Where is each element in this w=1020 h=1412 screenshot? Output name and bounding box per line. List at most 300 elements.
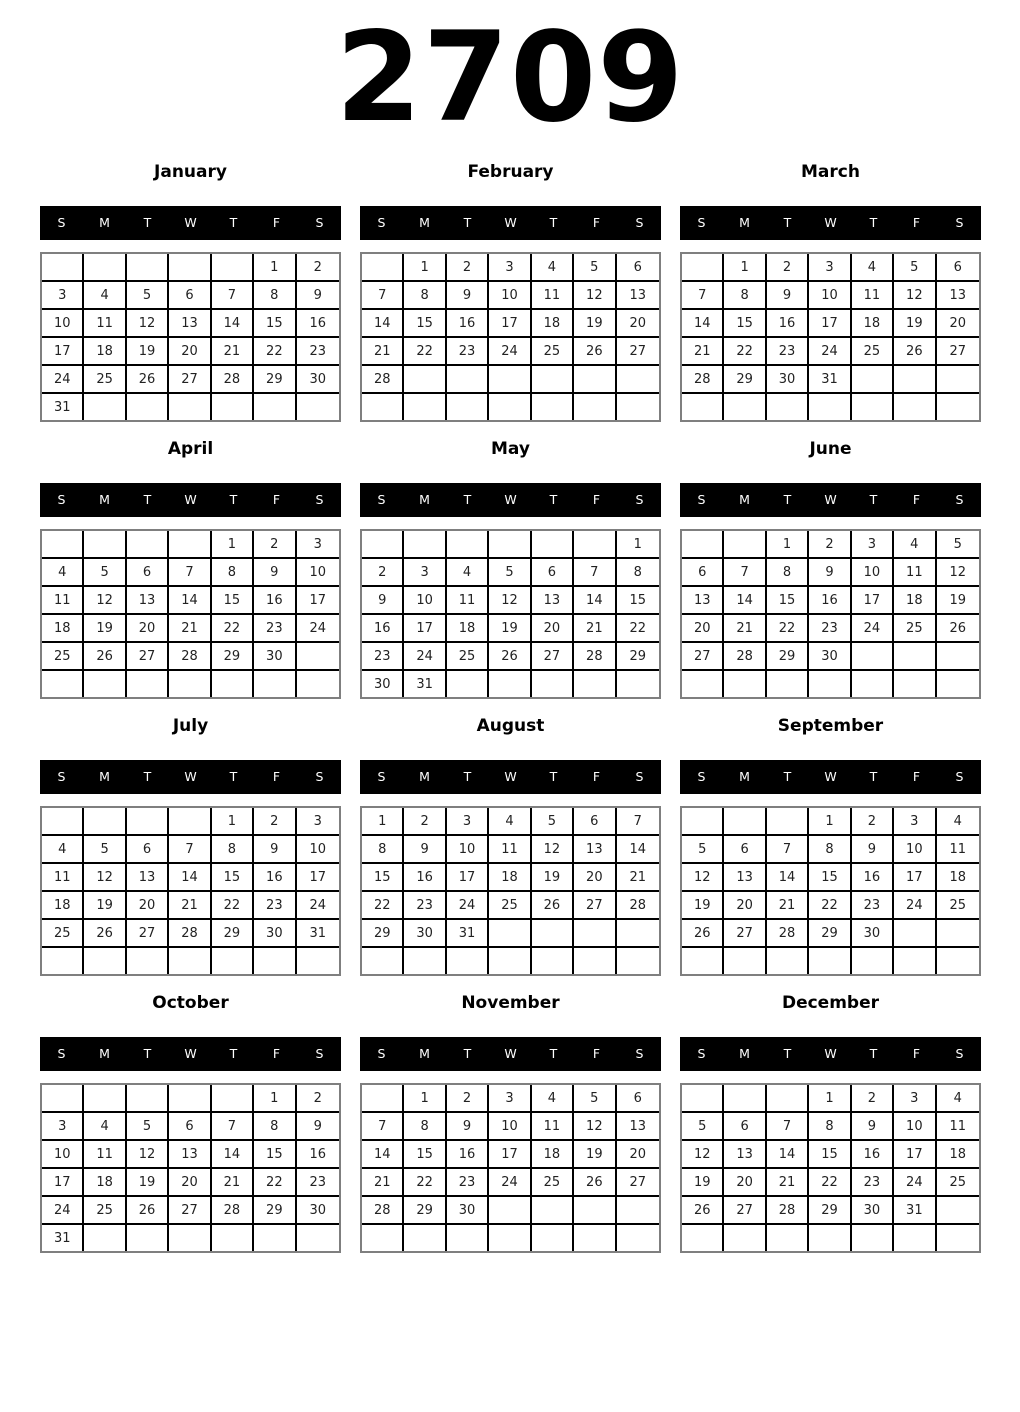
day-cell: 25 [447,643,489,671]
day-cell: 31 [809,366,851,394]
day-cell: 15 [404,1141,446,1169]
day-cell: 9 [254,836,296,864]
month-title: March [801,162,860,182]
day-cell: 4 [489,808,531,836]
week-row [362,559,659,587]
week-row [362,920,659,948]
day-cell: 4 [532,1085,574,1113]
weekday-label: F [592,492,601,507]
day-cell: 9 [297,282,339,310]
day-cell: 18 [489,864,531,892]
week-row [362,587,659,615]
day-cell: 9 [852,1113,894,1141]
day-cell: 10 [809,282,851,310]
weekday-label: S [697,215,706,230]
day-cell: 25 [42,643,84,671]
day-cell: 5 [127,1113,169,1141]
day-cell: 8 [724,282,766,310]
day-cell: 28 [617,892,659,920]
month-may [360,439,661,699]
empty-day-cell [212,948,254,974]
day-cell: 20 [127,615,169,643]
month-december [680,993,981,1253]
day-cell: 27 [724,920,766,948]
weekday-label: F [912,215,921,230]
empty-day-cell [84,671,126,697]
empty-day-cell [894,366,936,394]
week-row [42,948,339,974]
day-cell: 11 [84,310,126,338]
day-cell: 11 [937,836,979,864]
day-cell: 19 [127,1169,169,1197]
day-cell: 26 [682,1197,724,1225]
week-row [682,366,979,394]
day-cell: 17 [489,310,531,338]
month-february [360,162,661,422]
weekday-label: S [57,1046,66,1061]
day-cell: 29 [809,1197,851,1225]
day-cell: 5 [682,836,724,864]
week-row [682,1197,979,1225]
day-cell: 22 [404,338,446,366]
day-cell: 13 [937,282,979,310]
weekday-label: W [184,492,197,507]
week-row [42,1141,339,1169]
day-cell: 11 [447,587,489,615]
day-cell: 3 [297,808,339,836]
empty-day-cell [574,948,616,974]
day-cell: 18 [852,310,894,338]
weekday-label: T [869,1046,878,1061]
month-june [680,439,981,699]
empty-day-cell [447,671,489,697]
day-cell: 26 [84,643,126,671]
month-title: October [152,993,229,1013]
day-cell: 30 [809,643,851,671]
empty-day-cell [489,394,531,420]
empty-day-cell [894,643,936,671]
empty-day-cell [84,948,126,974]
day-cell: 11 [937,1113,979,1141]
empty-day-cell [42,531,84,559]
day-cell: 1 [254,1085,296,1113]
day-cell: 26 [489,643,531,671]
week-row [362,671,659,697]
day-cell: 30 [767,366,809,394]
empty-day-cell [254,1225,296,1251]
empty-day-cell [617,1225,659,1251]
day-cell: 24 [489,1169,531,1197]
day-cell: 18 [894,587,936,615]
month-january [40,162,341,422]
weekday-label: T [143,1046,152,1061]
day-cell: 17 [809,310,851,338]
day-cell: 17 [297,864,339,892]
week-row [682,1141,979,1169]
week-row [42,892,339,920]
day-cell: 21 [169,615,211,643]
month-august [360,716,661,976]
weekday-label: W [824,492,837,507]
day-cell: 17 [42,1169,84,1197]
empty-day-cell [489,1225,531,1251]
day-cell: 27 [127,643,169,671]
day-cell: 28 [169,643,211,671]
empty-day-cell [489,671,531,697]
empty-day-cell [127,1085,169,1113]
day-cell: 9 [767,282,809,310]
empty-day-cell [682,1085,724,1113]
day-cell: 30 [404,920,446,948]
weekday-label: T [143,492,152,507]
day-cell: 8 [362,836,404,864]
day-cell: 7 [574,559,616,587]
week-row [682,559,979,587]
day-cell: 17 [404,615,446,643]
day-cell: 22 [362,892,404,920]
day-cell: 24 [852,615,894,643]
day-cell: 10 [894,1113,936,1141]
weekday-label: W [824,769,837,784]
empty-day-cell [809,948,851,974]
week-row [682,892,979,920]
day-cell: 31 [894,1197,936,1225]
day-cell: 19 [532,864,574,892]
empty-day-cell [532,366,574,394]
week-row [42,310,339,338]
day-cell: 20 [617,1141,659,1169]
day-cell: 20 [617,310,659,338]
day-cell: 26 [682,920,724,948]
month-day-grid [360,252,661,422]
weekday-label: W [184,1046,197,1061]
empty-day-cell [169,808,211,836]
empty-day-cell [724,808,766,836]
weekday-header-row [40,1037,341,1071]
empty-day-cell [532,948,574,974]
month-title: November [461,993,560,1013]
empty-day-cell [489,366,531,394]
empty-day-cell [617,1197,659,1225]
empty-day-cell [254,394,296,420]
day-cell: 18 [937,864,979,892]
day-cell: 30 [254,643,296,671]
day-cell: 11 [42,587,84,615]
empty-day-cell [532,1225,574,1251]
day-cell: 21 [169,892,211,920]
day-cell: 22 [809,892,851,920]
weekday-header-row [680,206,981,240]
empty-day-cell [852,643,894,671]
day-cell: 21 [212,338,254,366]
empty-day-cell [127,671,169,697]
empty-day-cell [212,1225,254,1251]
day-cell: 19 [84,892,126,920]
empty-day-cell [809,1225,851,1251]
day-cell: 7 [724,559,766,587]
weekday-label: F [592,215,601,230]
day-cell: 18 [532,310,574,338]
day-cell: 27 [532,643,574,671]
week-row [42,366,339,394]
day-cell: 6 [169,282,211,310]
weekday-label: F [592,769,601,784]
week-row [682,254,979,282]
day-cell: 20 [682,615,724,643]
day-cell: 30 [852,1197,894,1225]
weekday-label: M [99,215,110,230]
week-row [42,864,339,892]
month-day-grid [680,252,981,422]
day-cell: 5 [574,1085,616,1113]
day-cell: 30 [362,671,404,697]
day-cell: 3 [42,282,84,310]
week-row [362,948,659,974]
week-row [682,310,979,338]
day-cell: 12 [937,559,979,587]
day-cell: 15 [212,864,254,892]
day-cell: 6 [127,559,169,587]
day-cell: 16 [254,864,296,892]
day-cell: 7 [212,1113,254,1141]
empty-day-cell [404,531,446,559]
day-cell: 1 [212,531,254,559]
empty-day-cell [682,948,724,974]
month-day-grid [40,252,341,422]
week-row [42,615,339,643]
week-row [682,1113,979,1141]
week-row [682,1225,979,1251]
weekday-label: F [272,215,281,230]
day-cell: 29 [362,920,404,948]
empty-day-cell [42,254,84,282]
day-cell: 14 [682,310,724,338]
day-cell: 8 [212,836,254,864]
weekday-label: T [229,769,238,784]
day-cell: 16 [362,615,404,643]
day-cell: 28 [574,643,616,671]
empty-day-cell [852,948,894,974]
weekday-label: S [635,215,644,230]
empty-day-cell [447,366,489,394]
day-cell: 11 [894,559,936,587]
week-row [682,282,979,310]
week-row [682,587,979,615]
day-cell: 17 [894,864,936,892]
day-cell: 30 [852,920,894,948]
empty-day-cell [447,394,489,420]
empty-day-cell [84,808,126,836]
weekday-label: W [824,1046,837,1061]
day-cell: 2 [254,808,296,836]
day-cell: 20 [724,1169,766,1197]
day-cell: 22 [809,1169,851,1197]
empty-day-cell [617,671,659,697]
week-row [682,836,979,864]
day-cell: 4 [42,836,84,864]
weekday-label: S [377,492,386,507]
week-row [42,643,339,671]
weekday-label: M [419,215,430,230]
day-cell: 16 [852,1141,894,1169]
day-cell: 7 [212,282,254,310]
weekday-label: S [377,215,386,230]
month-day-grid [360,529,661,699]
day-cell: 14 [362,310,404,338]
day-cell: 4 [84,1113,126,1141]
weekday-label: T [143,215,152,230]
day-cell: 21 [212,1169,254,1197]
day-cell: 11 [532,1113,574,1141]
month-day-grid [680,529,981,699]
week-row [682,531,979,559]
day-cell: 19 [84,615,126,643]
week-row [362,836,659,864]
day-cell: 6 [937,254,979,282]
weekday-label: S [955,215,964,230]
weekday-header-row [40,760,341,794]
month-day-grid [680,806,981,976]
empty-day-cell [127,254,169,282]
week-row [362,1225,659,1251]
day-cell: 19 [937,587,979,615]
empty-day-cell [362,1085,404,1113]
day-cell: 24 [404,643,446,671]
weekday-label: W [184,215,197,230]
day-cell: 21 [574,615,616,643]
week-row [682,948,979,974]
weekday-label: T [783,1046,792,1061]
day-cell: 4 [937,1085,979,1113]
day-cell: 18 [532,1141,574,1169]
empty-day-cell [894,948,936,974]
day-cell: 16 [852,864,894,892]
empty-day-cell [852,366,894,394]
weekday-header-row [360,483,661,517]
day-cell: 13 [617,282,659,310]
day-cell: 12 [84,864,126,892]
day-cell: 23 [852,892,894,920]
month-day-grid [40,529,341,699]
day-cell: 5 [937,531,979,559]
day-cell: 22 [617,615,659,643]
empty-day-cell [489,531,531,559]
day-cell: 29 [724,366,766,394]
day-cell: 10 [489,282,531,310]
day-cell: 19 [489,615,531,643]
empty-day-cell [767,948,809,974]
weekday-label: T [549,215,558,230]
day-cell: 5 [84,836,126,864]
day-cell: 15 [767,587,809,615]
day-cell: 16 [767,310,809,338]
empty-day-cell [937,1197,979,1225]
empty-day-cell [767,1085,809,1113]
week-row [42,282,339,310]
day-cell: 10 [297,559,339,587]
day-cell: 23 [852,1169,894,1197]
day-cell: 23 [447,1169,489,1197]
weekday-label: S [635,769,644,784]
weekday-header-row [360,206,661,240]
day-cell: 16 [297,1141,339,1169]
weekday-label: T [869,769,878,784]
day-cell: 12 [127,310,169,338]
weekday-label: W [504,215,517,230]
day-cell: 1 [212,808,254,836]
week-row [42,671,339,697]
empty-day-cell [894,920,936,948]
weekday-label: M [419,1046,430,1061]
empty-day-cell [169,531,211,559]
day-cell: 13 [682,587,724,615]
day-cell: 3 [852,531,894,559]
month-title: September [777,716,884,736]
month-october [40,993,341,1253]
day-cell: 28 [212,1197,254,1225]
day-cell: 14 [724,587,766,615]
weekday-label: T [783,492,792,507]
empty-day-cell [937,920,979,948]
day-cell: 10 [42,310,84,338]
day-cell: 24 [42,366,84,394]
week-row [42,338,339,366]
empty-day-cell [254,948,296,974]
week-row [682,615,979,643]
day-cell: 23 [297,1169,339,1197]
day-cell: 22 [767,615,809,643]
day-cell: 5 [682,1113,724,1141]
empty-day-cell [767,671,809,697]
month-september [680,716,981,976]
weekday-label: S [697,1046,706,1061]
empty-day-cell [362,1225,404,1251]
month-title: June [809,439,852,459]
weekday-label: M [739,769,750,784]
day-cell: 15 [809,1141,851,1169]
month-day-grid [680,1083,981,1253]
week-row [42,808,339,836]
empty-day-cell [937,643,979,671]
empty-day-cell [617,394,659,420]
day-cell: 12 [682,864,724,892]
empty-day-cell [489,920,531,948]
weekday-label: T [869,492,878,507]
day-cell: 14 [617,836,659,864]
day-cell: 12 [532,836,574,864]
empty-day-cell [127,808,169,836]
day-cell: 26 [894,338,936,366]
week-row [42,1085,339,1113]
day-cell: 21 [724,615,766,643]
week-row [682,394,979,420]
week-row [362,864,659,892]
empty-day-cell [42,948,84,974]
day-cell: 15 [254,310,296,338]
weekday-label: M [739,1046,750,1061]
day-cell: 6 [724,836,766,864]
day-cell: 29 [212,920,254,948]
day-cell: 25 [42,920,84,948]
week-row [362,1085,659,1113]
day-cell: 1 [809,1085,851,1113]
empty-day-cell [212,394,254,420]
empty-day-cell [809,394,851,420]
empty-day-cell [682,1225,724,1251]
month-april [40,439,341,699]
day-cell: 13 [532,587,574,615]
year-title: 2709 [335,6,685,150]
